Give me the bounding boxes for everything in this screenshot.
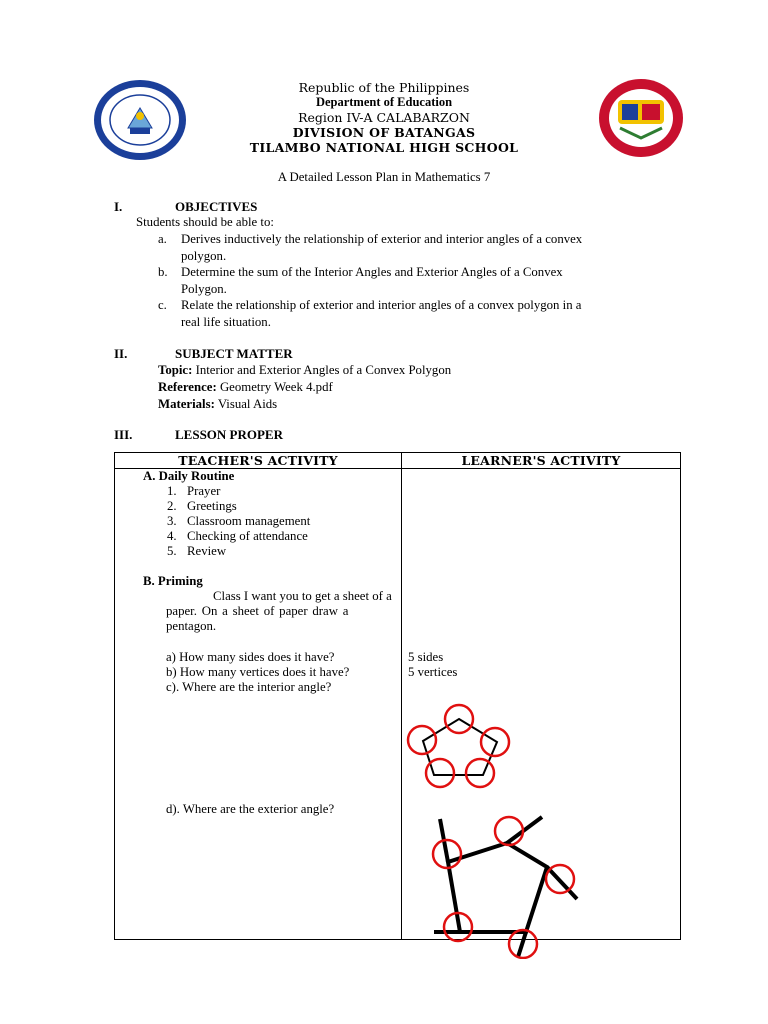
routine-item: Checking of attendance (187, 529, 308, 543)
objective-letter: c. (158, 298, 167, 312)
header-republic: Republic of the Philippines (298, 80, 470, 95)
reference-line (158, 379, 333, 396)
priming-label: B. Priming (143, 574, 203, 588)
learner-activity-cell (402, 469, 681, 940)
objective-text-cont: real life situation. (181, 315, 271, 329)
reference-label: Reference: (158, 380, 217, 394)
answer-vertices: 5 vertices (408, 665, 458, 679)
interior-angles-diagram (402, 695, 522, 795)
objective-text: Derives inductively the relationship of exterior and interior angles of a convex (181, 232, 583, 246)
extended-side (518, 932, 526, 957)
question-d: d). Where are the exterior angle? (166, 802, 335, 816)
materials-label: Materials: (158, 397, 215, 411)
objective-text: Relate the relationship of exterior and interior angles of a convex polygon in a (181, 298, 582, 312)
routine-item: Classroom management (187, 514, 311, 528)
interior-angle-marker (426, 759, 454, 787)
objective-text-cont: Polygon. (181, 282, 227, 296)
interior-angle-marker (408, 726, 436, 754)
priming-para: Class I want you to get a sheet of a (213, 589, 392, 603)
routine-item: Greetings (187, 499, 237, 513)
question-c: c). Where are the interior angle? (166, 680, 332, 694)
col-header-teacher: TEACHER'S ACTIVITY (115, 453, 402, 469)
objective-text-cont: polygon. (181, 249, 227, 263)
objective-text: Determine the sum of the Interior Angles and Exterior Angles of a Convex (181, 265, 563, 279)
interior-angle-marker (481, 728, 509, 756)
teacher-activity-cell (115, 469, 402, 940)
header-region: Region IV-A CALABARZON (298, 110, 470, 125)
daily-routine-label: A. Daily Routine (143, 469, 235, 483)
exterior-angles-diagram (422, 809, 622, 959)
header-school: TILAMBO NATIONAL HIGH SCHOOL (249, 140, 519, 155)
materials-line (158, 396, 277, 413)
objective-letter: b. (158, 265, 168, 279)
subject-heading: SUBJECT MATTER (175, 346, 293, 361)
routine-item: Review (187, 544, 227, 558)
routine-num: 3. (167, 514, 177, 528)
topic-label: Topic: (158, 363, 193, 377)
routine-item: Prayer (187, 484, 221, 498)
extended-side (507, 817, 542, 843)
answer-sides: 5 sides (408, 650, 444, 664)
doc-title: A Detailed Lesson Plan in Mathematics 7 (277, 170, 491, 184)
header-division: DIVISION OF BATANGAS (292, 125, 476, 140)
objective-letter: a. (158, 232, 167, 246)
objectives-intro: Students should be able to: (136, 215, 274, 229)
routine-num: 1. (167, 484, 177, 498)
pentagon-shape (448, 843, 547, 932)
question-a: a) How many sides does it have? (166, 650, 335, 664)
header-department: Department of Education (315, 95, 453, 109)
lesson-table (114, 452, 681, 940)
col-header-learner: LEARNER'S ACTIVITY (402, 453, 681, 469)
priming-para: pentagon. (166, 619, 217, 633)
objectives-heading: OBJECTIVES (175, 199, 258, 214)
materials-value: Visual Aids (217, 397, 278, 411)
routine-num: 4. (167, 529, 177, 543)
priming-para: paper. On a sheet of paper draw a (166, 604, 349, 618)
question-b: b) How many vertices does it have? (166, 665, 350, 679)
routine-num: 5. (167, 544, 177, 558)
lesson-heading: LESSON PROPER (175, 427, 283, 442)
reference-value: Geometry Week 4.pdf (219, 380, 333, 394)
lesson-numeral: III. (114, 427, 133, 442)
objectives-numeral: I. (114, 199, 123, 214)
interior-angle-marker (466, 759, 494, 787)
subject-numeral: II. (114, 346, 128, 361)
routine-num: 2. (167, 499, 177, 513)
topic-value: Interior and Exterior Angles of a Convex Polygon (195, 363, 452, 377)
topic-line (158, 362, 451, 379)
